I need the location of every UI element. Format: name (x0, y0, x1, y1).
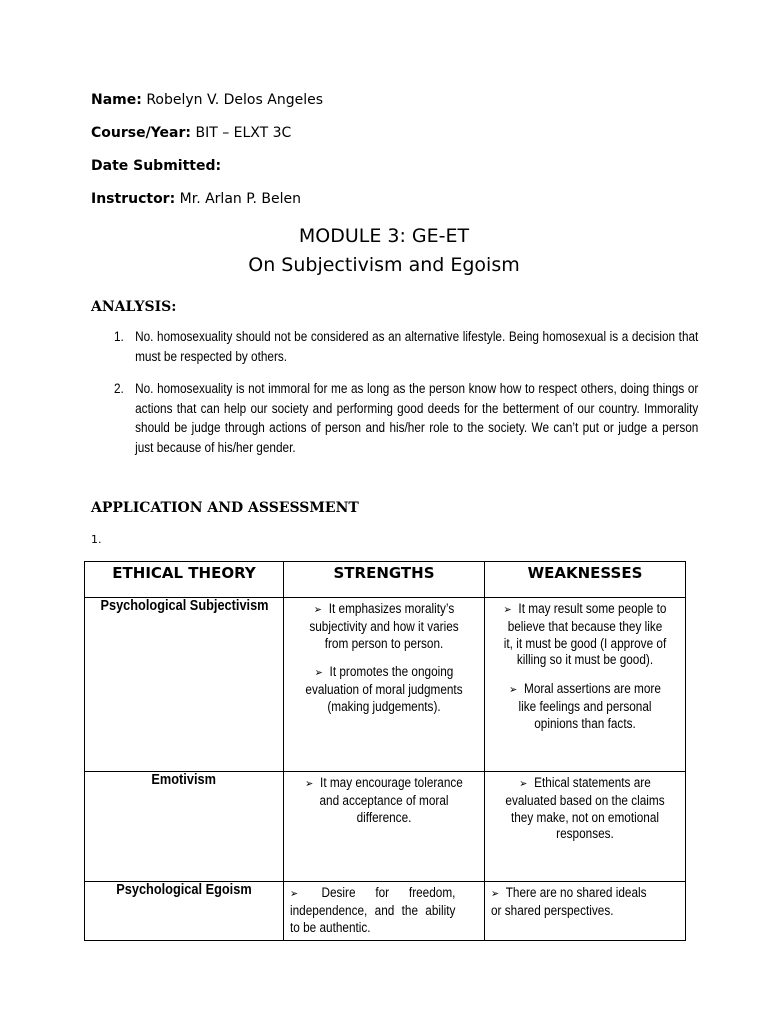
application-item-number: 1. (91, 533, 102, 546)
name-line (91, 92, 323, 108)
list-item: ➢ It promotes the ongoing evaluation of moral judgments (making judgements). (305, 664, 463, 714)
analysis-item-text: No. homosexuality should not be considered as an alternative lifestyle. Being homosexual is a decision that must be respected by others. (135, 329, 699, 364)
theory-name: Psychological Subjectivism (99, 598, 269, 614)
module-title: MODULE 3: GE-ET (298, 225, 470, 247)
weaknesses-cell (485, 598, 686, 772)
weaknesses-cell (485, 882, 686, 941)
table-header-row (85, 562, 686, 598)
instructor-label: Instructor: (91, 191, 176, 207)
name-label: Name: (91, 92, 142, 108)
list-item: ➢ Ethical statements are evaluated based on the claims they make, not on emotional responses. (505, 775, 665, 842)
instructor-value: Mr. Arlan P. Belen (179, 191, 301, 207)
course-label: Course/Year: (91, 125, 192, 141)
course-value: BIT – ELXT 3C (195, 125, 292, 141)
analysis-heading: ANALYSIS: (91, 299, 177, 315)
analysis-item-text: No. homosexuality is not immoral for me as long as the person know how to respect others, doing things or actions that can help our society and performing good deeds for the betterment of our country. Immorality should be judge through actions of person and his/her role to the society. We can’t put or judge a person just because of his/her gender. (135, 381, 699, 455)
analysis-list (114, 327, 699, 457)
weaknesses-cell (485, 772, 686, 882)
table-row (85, 598, 686, 772)
application-heading: APPLICATION AND ASSESSMENT (91, 500, 359, 516)
date-line (91, 158, 221, 174)
theory-cell (85, 882, 284, 941)
bullet-arrow-icon: ➢ (313, 603, 322, 616)
analysis-item (114, 379, 698, 457)
bullet-arrow-icon: ➢ (305, 777, 314, 790)
theory-cell (85, 598, 284, 772)
module-subtitle: On Subjectivism and Egoism (248, 254, 520, 276)
header-strengths: STRENGTHS (284, 562, 485, 598)
list-item: ➢ It emphasizes morality’s subjectivity and how it varies from person to person. (309, 601, 459, 651)
header-ethical-theory: ETHICAL THEORY (85, 562, 284, 598)
header-weaknesses: WEAKNESSES (485, 562, 686, 598)
analysis-item-number: 2. (114, 381, 124, 396)
bullet-arrow-icon: ➢ (509, 683, 518, 697)
theory-name: Emotivism (151, 772, 217, 788)
list-item: ➢ There are no shared ideals or shared perspectives. (491, 885, 647, 918)
bullet-arrow-icon: ➢ (491, 887, 500, 900)
analysis-item (114, 327, 698, 366)
list-item: ➢ It may encourage tolerance and acceptance of moral difference. (305, 775, 463, 825)
theory-cell (85, 772, 284, 882)
bullet-arrow-icon: ➢ (314, 666, 323, 680)
strengths-cell (284, 882, 485, 941)
list-item: ➢ Moral assertions are more like feelings and personal opinions than facts. (509, 681, 661, 731)
bullet-arrow-icon: ➢ (290, 887, 299, 900)
table-row (85, 882, 686, 941)
strengths-cell (284, 772, 485, 882)
ethical-theory-table (84, 561, 686, 941)
strengths-cell (284, 598, 485, 772)
name-value: Robelyn V. Delos Angeles (146, 92, 323, 108)
instructor-line (91, 191, 301, 207)
list-item: ➢ It may result some people to believe that because they like it, it must be good (I approve of killing so it must be good). (503, 601, 667, 668)
course-line (91, 125, 291, 141)
bullet-arrow-icon: ➢ (519, 777, 528, 790)
table-row (85, 772, 686, 882)
theory-name: Psychological Egoism (116, 882, 252, 898)
list-item: ➢ Desire for freedom, independence, and the ability to be authentic. (290, 885, 456, 935)
date-label: Date Submitted: (91, 158, 222, 174)
bullet-arrow-icon: ➢ (503, 603, 512, 616)
analysis-item-number: 1. (114, 329, 124, 344)
